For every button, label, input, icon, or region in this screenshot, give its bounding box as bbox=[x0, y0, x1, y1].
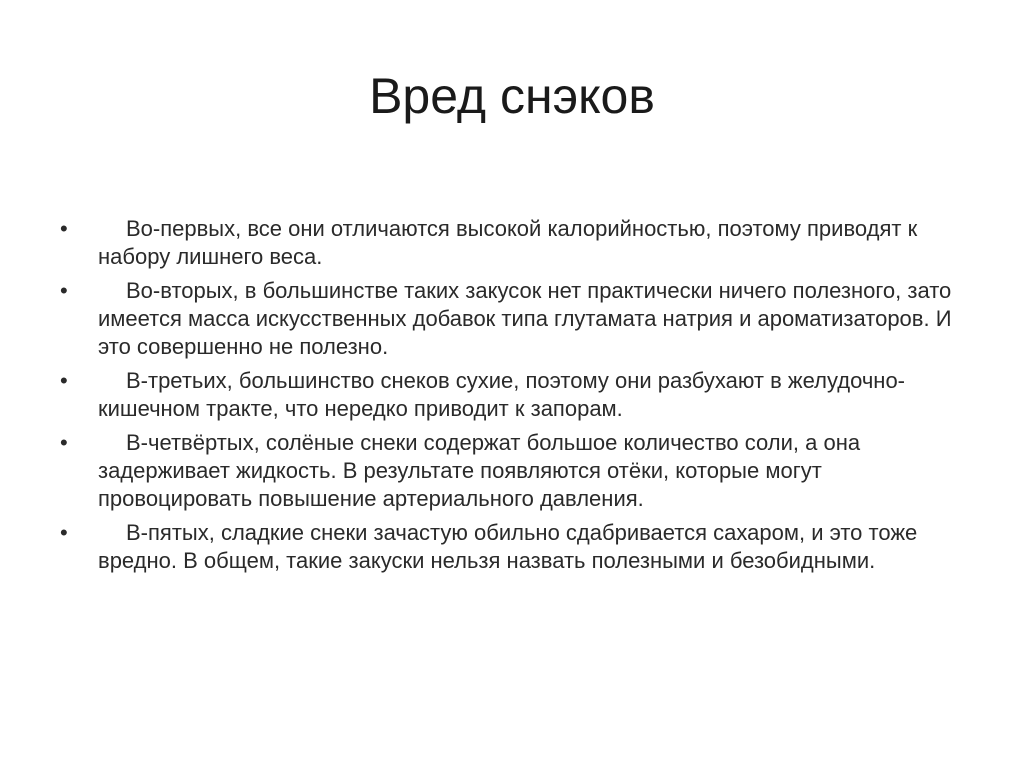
bullet-item-2 bbox=[60, 277, 960, 361]
bullet-text: В-третьих, большинство снеков сухие, поэтому они разбухают в желудочно-кишечном тракте, что нередко приводит к запорам. bbox=[98, 368, 906, 421]
bullet-item-3 bbox=[60, 367, 960, 423]
bullet-item-5 bbox=[60, 519, 960, 575]
bullet-list bbox=[60, 215, 960, 581]
bullet-marker: • bbox=[60, 368, 68, 393]
bullet-item-1 bbox=[60, 215, 960, 271]
bullet-marker: • bbox=[60, 520, 68, 545]
bullet-marker: • bbox=[60, 278, 68, 303]
bullet-marker: • bbox=[60, 430, 68, 455]
slide-title: Вред снэков bbox=[369, 68, 655, 124]
bullet-text: Во-первых, все они отличаются высокой калорийностью, поэтому приводят к набору лишнего веса. bbox=[98, 216, 918, 269]
bullet-item-4 bbox=[60, 429, 960, 513]
bullet-text: В-четвёртых, солёные снеки содержат большое количество соли, а она задерживает жидкость. В результате появляются отёки, которые могут провоцировать повышение артериального давления. bbox=[98, 430, 861, 511]
bullet-text: В-пятых, сладкие снеки зачастую обильно сдабривается сахаром, и это тоже вредно. В общем, такие закуски нельзя назвать полезными и безобидными. bbox=[98, 520, 918, 573]
bullet-text: Во-вторых, в большинстве таких закусок нет практически ничего полезного, зато имеется масса искусственных добавок типа глутамата натрия и ароматизаторов. И это совершенно не полезно. bbox=[98, 278, 952, 359]
bullet-marker: • bbox=[60, 216, 68, 241]
